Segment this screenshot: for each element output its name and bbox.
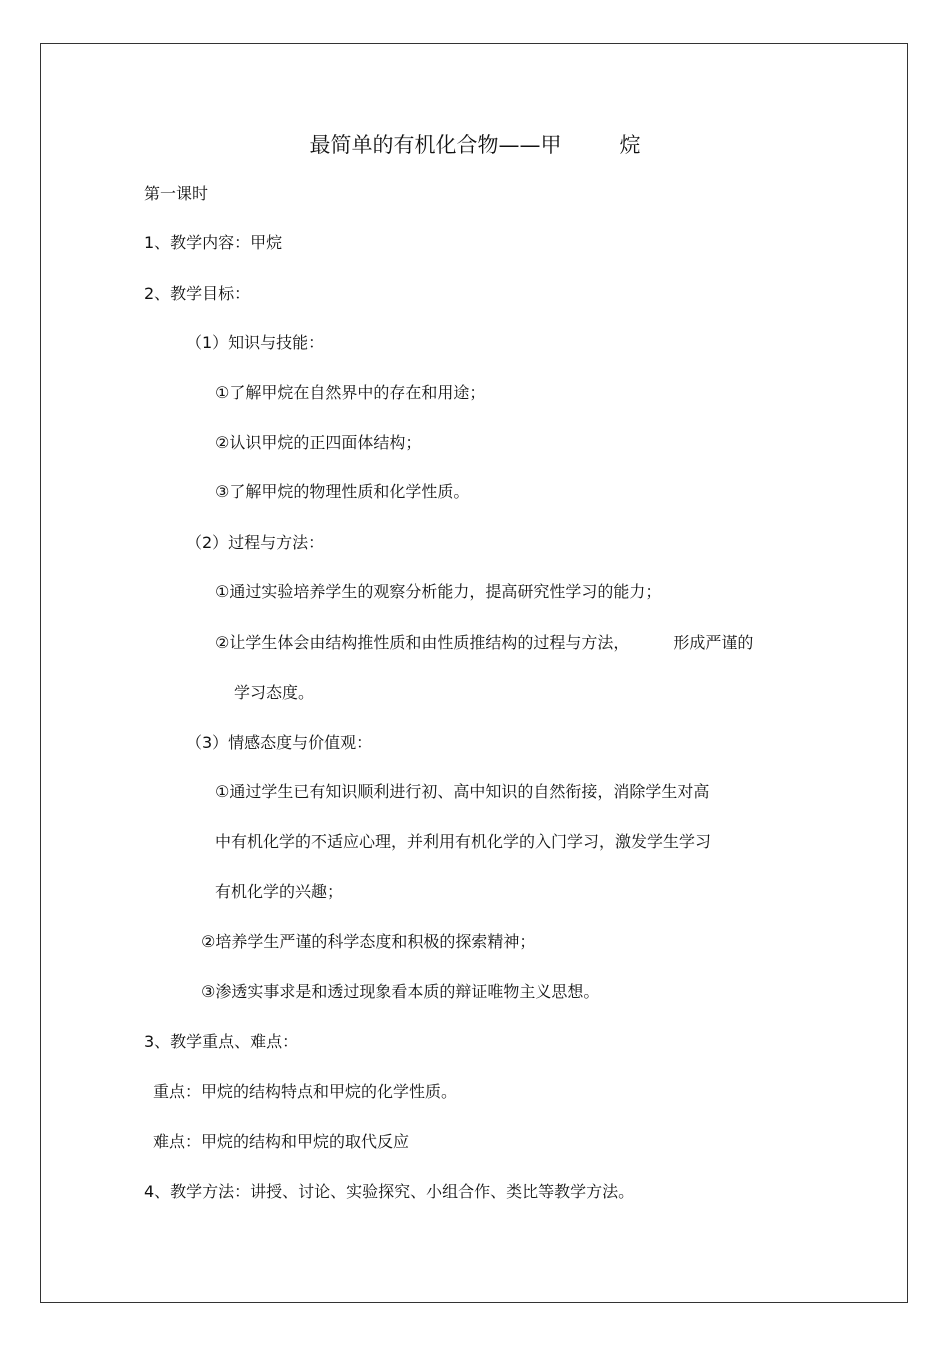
list-item: [215, 633, 753, 653]
section-teaching-methods: 4、教学方法：讲授、讨论、实验探究、小组合作、类比等教学方法。: [144, 1182, 635, 1201]
list-item: ①通过实验培养学生的观察分析能力，提高研究性学习的能力；: [215, 582, 662, 601]
list-item-text: 形成严谨的: [673, 633, 754, 652]
subsection-emotion-values: （3）情感态度与价值观：: [186, 733, 373, 752]
list-item: ③渗透实事求是和透过现象看本质的辩证唯物主义思想。: [201, 982, 600, 1001]
list-item-text: ②让学生体会由结构推性质和由性质推结构的过程与方法，: [215, 633, 630, 652]
list-item: ②培养学生严谨的科学态度和积极的探索精神；: [201, 932, 536, 951]
section-teaching-goals: 2、教学目标：: [144, 284, 251, 303]
title-text-part2: 烷: [619, 133, 641, 157]
list-item-continuation: 中有机化学的不适应心理，并利用有机化学的入门学习，激发学生学习: [215, 832, 712, 851]
lesson-label: 第一课时: [144, 184, 209, 203]
subsection-process-method: （2）过程与方法：: [186, 533, 325, 552]
section-key-difficult-points: 3、教学重点、难点：: [144, 1032, 299, 1051]
document-title: [0, 132, 950, 158]
subsection-knowledge-skills: （1）知识与技能：: [186, 333, 325, 352]
title-text-part1: 最简单的有机化合物——甲: [309, 133, 562, 157]
key-point: 重点：甲烷的结构特点和甲烷的化学性质。: [153, 1082, 458, 1101]
list-item-continuation: 学习态度。: [234, 683, 315, 702]
list-item: ①了解甲烷在自然界中的存在和用途；: [215, 383, 486, 402]
difficult-point: 难点：甲烷的结构和甲烷的取代反应: [153, 1132, 410, 1151]
list-item: ①通过学生已有知识顺利进行初、高中知识的自然衔接，消除学生对高: [215, 782, 710, 801]
list-item-continuation: 有机化学的兴趣；: [215, 882, 344, 901]
page-border: [40, 43, 908, 1303]
list-item: ③了解甲烷的物理性质和化学性质。: [215, 482, 470, 501]
section-teaching-content: 1、教学内容：甲烷: [144, 233, 283, 252]
list-item: ②认识甲烷的正四面体结构；: [215, 433, 422, 452]
